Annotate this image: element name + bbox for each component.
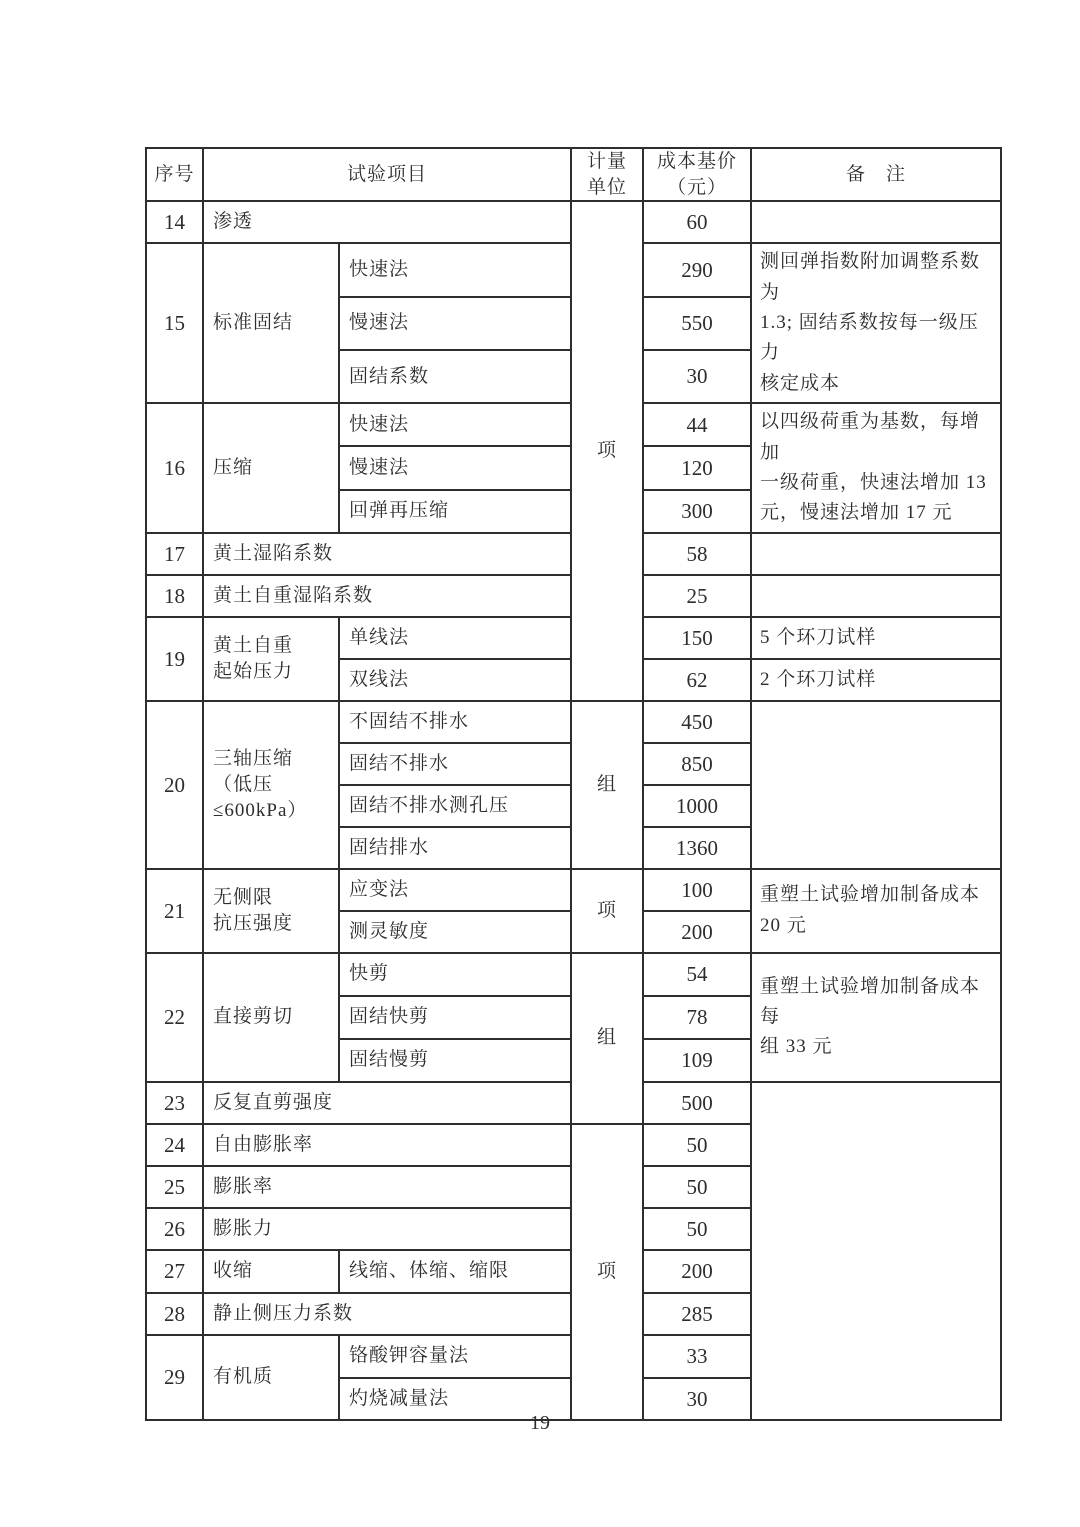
row24-cost: 50 [643, 1124, 751, 1166]
page-number: 19 [530, 1412, 550, 1434]
row21-name-line1: 无侧限 [213, 887, 274, 909]
row14-no: 14 [146, 201, 203, 243]
row18-name: 黄土自重湿陷系数 [203, 575, 571, 617]
unit-group-5: 项 [571, 1124, 643, 1420]
row14-cost: 60 [643, 201, 751, 243]
row19-name-line2: 起始压力 [213, 660, 294, 682]
row18-cost: 25 [643, 575, 751, 617]
row20-name [203, 701, 339, 869]
row15-remark-line1: 测回弹指数附加调整系数为 [760, 251, 981, 303]
row17-cost: 58 [643, 533, 751, 575]
row23-name: 反复直剪强度 [203, 1082, 571, 1124]
row22-cost1: 54 [643, 953, 751, 996]
row21-remark [751, 869, 1001, 953]
header-unit [571, 148, 643, 201]
row29-cost2: 30 [643, 1378, 751, 1420]
header-no: 序号 [146, 148, 203, 201]
row16-sub1: 快速法 [339, 403, 571, 446]
row21-sub1: 应变法 [339, 869, 571, 911]
row28-name: 静止侧压力系数 [203, 1293, 571, 1335]
row16-remark-line1: 以四级荷重为基数，每增加 [760, 411, 981, 463]
row15-cost2: 550 [643, 297, 751, 350]
row20-cost4: 1360 [643, 827, 751, 869]
row22-no: 22 [146, 953, 203, 1082]
row20-sub4: 固结排水 [339, 827, 571, 869]
row21-remark-line1: 重塑土试验增加制备成本 [760, 884, 981, 906]
row20-sub1: 不固结不排水 [339, 701, 571, 743]
row20-name-line3: ≤600kPa） [213, 799, 308, 821]
row27-name: 收缩 [203, 1250, 339, 1293]
row15-name: 标准固结 [203, 243, 339, 403]
header-item: 试验项目 [203, 148, 571, 201]
row16-sub2: 慢速法 [339, 446, 571, 489]
row29-no: 29 [146, 1335, 203, 1420]
row22-remark-line2: 组 33 元 [760, 1036, 833, 1058]
row16-cost1: 44 [643, 403, 751, 446]
row29-sub2: 灼烧减量法 [339, 1378, 571, 1420]
header-cost-line2: （元） [667, 176, 728, 198]
row27-cost1: 200 [643, 1250, 751, 1293]
row28-no: 28 [146, 1293, 203, 1335]
row18-remark [751, 575, 1001, 617]
test-cost-table [145, 147, 1002, 1421]
row22-sub2: 固结快剪 [339, 996, 571, 1039]
header-remark: 备 注 [751, 148, 1001, 201]
row25-cost: 50 [643, 1166, 751, 1208]
row14-remark [751, 201, 1001, 243]
table-row [146, 701, 1001, 743]
row21-name-line2: 抗压强度 [213, 912, 294, 934]
header-unit-line2: 单位 [587, 176, 628, 198]
row15-no: 15 [146, 243, 203, 403]
row15-sub3: 固结系数 [339, 350, 571, 403]
row19-no: 19 [146, 617, 203, 701]
row24-name: 自由膨胀率 [203, 1124, 571, 1166]
row19-name [203, 617, 339, 701]
row19-sub1: 单线法 [339, 617, 571, 659]
header-cost [643, 148, 751, 201]
row16-cost3: 300 [643, 490, 751, 533]
header-cost-line1: 成本基价 [657, 151, 738, 172]
row22-sub1: 快剪 [339, 953, 571, 996]
row16-sub3: 回弹再压缩 [339, 490, 571, 533]
row21-remark-line2: 20 元 [760, 914, 807, 936]
row19-name-line1: 黄土自重 [213, 635, 294, 657]
row22-remark-line1: 重塑土试验增加制备成本每 [760, 975, 981, 1028]
table-row [146, 201, 1001, 243]
unit-group-1: 项 [571, 201, 643, 701]
row17-remark [751, 533, 1001, 575]
table-row [146, 953, 1001, 996]
row27-no: 27 [146, 1250, 203, 1293]
row25-name: 膨胀率 [203, 1166, 571, 1208]
row14-name: 渗透 [203, 201, 571, 243]
row17-no: 17 [146, 533, 203, 575]
row19-cost1: 150 [643, 617, 751, 659]
row16-cost2: 120 [643, 446, 751, 489]
row15-remark [751, 243, 1001, 403]
row20-remark [751, 701, 1001, 869]
row20-sub2: 固结不排水 [339, 743, 571, 785]
unit-group-3: 项 [571, 869, 643, 953]
row15-cost3: 30 [643, 350, 751, 403]
row20-cost2: 850 [643, 743, 751, 785]
row24-no: 24 [146, 1124, 203, 1166]
row22-sub3: 固结慢剪 [339, 1039, 571, 1082]
row20-no: 20 [146, 701, 203, 869]
row15-sub2: 慢速法 [339, 297, 571, 350]
row22-remark [751, 953, 1001, 1082]
row29-name: 有机质 [203, 1335, 339, 1420]
row26-no: 26 [146, 1208, 203, 1250]
row20-name-line1: 三轴压缩 [213, 748, 294, 770]
row19-remark2: 2 个环刀试样 [751, 659, 1001, 701]
row20-cost3: 1000 [643, 785, 751, 827]
row15-sub1: 快速法 [339, 243, 571, 296]
unit-group-2: 组 [571, 701, 643, 869]
row16-remark-line3: 元，慢速法增加 17 元 [760, 502, 953, 524]
row19-sub2: 双线法 [339, 659, 571, 701]
row28-cost: 285 [643, 1293, 751, 1335]
row25-no: 25 [146, 1166, 203, 1208]
row27-sub1: 线缩、体缩、缩限 [339, 1250, 571, 1293]
row26-name: 膨胀力 [203, 1208, 571, 1250]
row23-no: 23 [146, 1082, 203, 1124]
row20-name-line2: （低压 [213, 773, 274, 795]
row21-cost1: 100 [643, 869, 751, 911]
row22-cost3: 109 [643, 1039, 751, 1082]
row21-name [203, 869, 339, 953]
row20-cost1: 450 [643, 701, 751, 743]
rows23-29-remark [751, 1082, 1001, 1420]
row21-cost2: 200 [643, 911, 751, 953]
row29-sub1: 铬酸钾容量法 [339, 1335, 571, 1378]
row16-name: 压缩 [203, 403, 339, 533]
row19-remark1: 5 个环刀试样 [751, 617, 1001, 659]
row16-remark-line2: 一级荷重，快速法增加 13 [760, 472, 987, 494]
row16-no: 16 [146, 403, 203, 533]
row21-sub2: 测灵敏度 [339, 911, 571, 953]
row22-name: 直接剪切 [203, 953, 339, 1082]
table-row [146, 869, 1001, 911]
row19-cost2: 62 [643, 659, 751, 701]
row22-cost2: 78 [643, 996, 751, 1039]
row16-remark [751, 403, 1001, 533]
row17-name: 黄土湿陷系数 [203, 533, 571, 575]
row15-cost1: 290 [643, 243, 751, 296]
unit-group-4: 组 [571, 953, 643, 1124]
row18-no: 18 [146, 575, 203, 617]
row26-cost: 50 [643, 1208, 751, 1250]
row23-cost: 500 [643, 1082, 751, 1124]
header-unit-line1: 计量 [587, 151, 628, 172]
row21-no: 21 [146, 869, 203, 953]
row15-remark-line3: 核定成本 [760, 372, 841, 394]
header-row [146, 148, 1001, 201]
row29-cost1: 33 [643, 1335, 751, 1378]
row20-sub3: 固结不排水测孔压 [339, 785, 571, 827]
row15-remark-line2: 1.3; 固结系数按每一级压力 [760, 312, 979, 364]
